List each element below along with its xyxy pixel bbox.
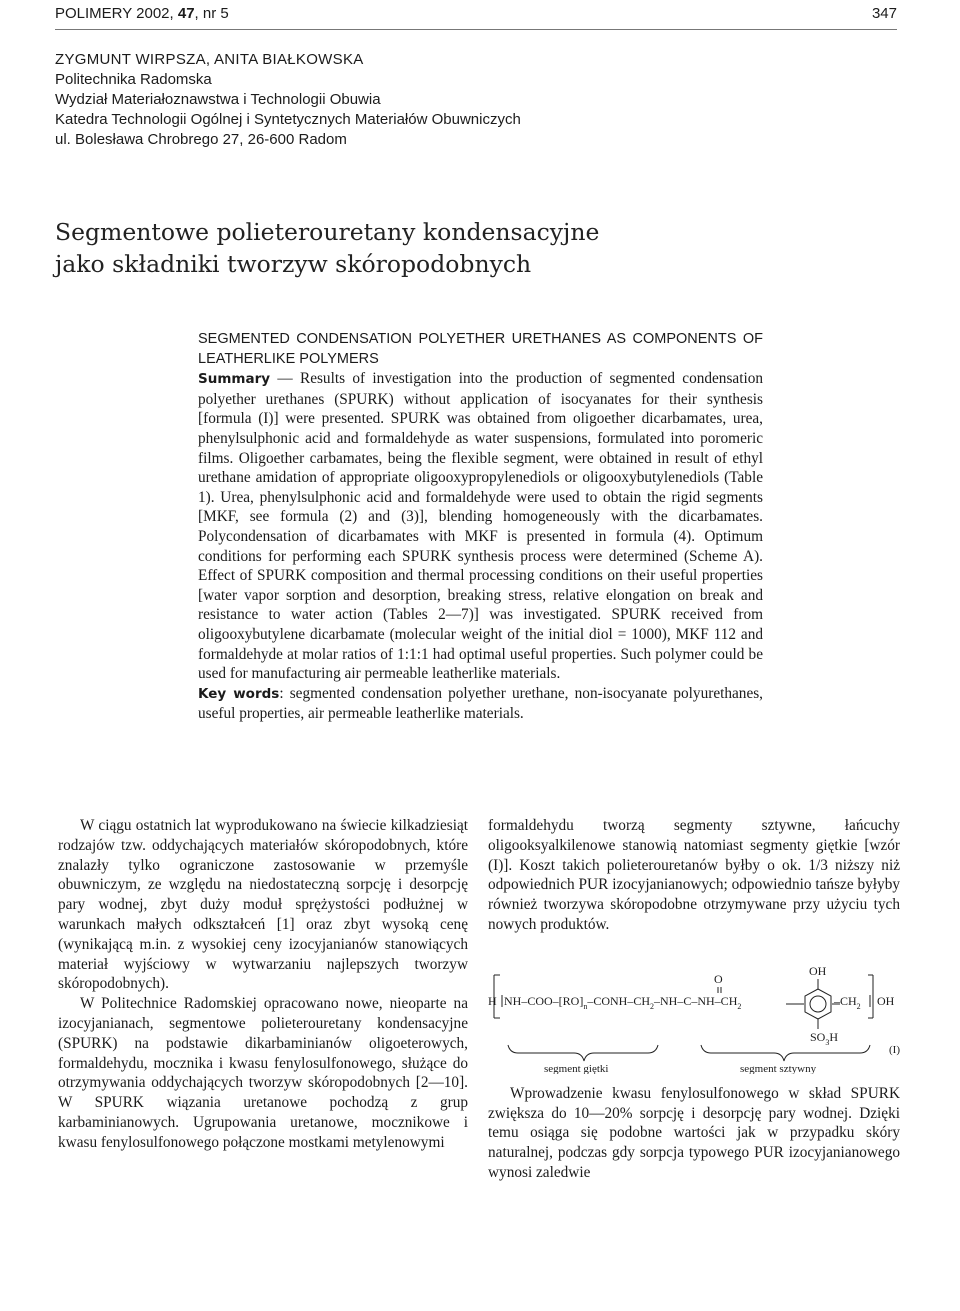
paragraph: Wprowadzenie kwasu fenylosulfonowego w skład SPURK zwiększa do 10—20% sorpcję i desorpcję pary wodnej. Dzięki temu osiąga się podobne wartości jak w przypadku skóry naturalnej, podczas gdy sorpcja typowego PUR izocyjanianowego wynosi zaledwie — [488, 1084, 900, 1181]
english-summary — [198, 330, 763, 724]
english-title: SEGMENTED CONDENSATION POLYETHER URETHANES AS COMPONENTS OF LEATHERLIKE POLYMERS — [198, 331, 763, 367]
journal-volume: 47 — [177, 5, 195, 22]
summary-label: Summary — [198, 371, 271, 388]
paragraph: W Politechnice Radomskiej opracowano nowe, nieoparte na izocyjanianach, segmentowe polieterouretany kondensacyjne (SPURK) na podstawie dikarbaminianów oligoeterowych, formaldehydu, mocznika i kwasu fenylosulfonowego, służące do otrzymywania oddychających tworzyw skóropodobnych [2—10]. W SPURK wiązania uretanowe pochodzą z grup karbaminianowych. Ugrupowania uretanowe, mocznikowe i kwasu fenylosulfonowego połączone mostkami metylenowymi — [58, 995, 468, 1151]
body-column-left — [58, 816, 468, 1153]
running-head — [55, 3, 897, 30]
benzene-ring — [805, 989, 831, 1019]
title-line-2: jako składniki tworzyw skóropodobnych — [55, 250, 532, 278]
flex-segment-label: segment giętki — [544, 1062, 609, 1074]
summary-body: — Results of investigation into the production of segmented condensation polyether urethanes (SPURK) without application of isocyanates for their synthesis [formula (I)] were presented. SPURK was obtained from oligoether dicarbamates, urea, phenylsulphonic acid and formaldehyde as water suspensions, formulated into poromeric films. Oligoether carbamates, being the flexible segment, were obtained in result of ethyl urethane amidation of appropriate oligooxypropylenediols or oligooxybutylenediols (Table 1). Urea, phenylsulphonic acid and formaldehyde were used to obtain the rigid segments [MKF, see formula (2) and (3)], blending homogeneously with the dicarbamates. Polycondensation of dicarbamates with MKF is presented in formula (4). Optimum conditions for performing each SPURK synthesis process were determined (Scheme A). Effect of SPURK composition and thermal processing conditions on their useful properties [water vapor sorption and desorption, breaking stress, relative elongation on break and resistance to water action (Tables 2—7)] was investigated. SPURK received from oligooxybutylene dicarbamate (molecular weight of the initial diol = 1000), MKF 112 and formaldehyde at molar ratios of 1:1:1 had optimal useful properties. Such polymer could be used for manufacturing air permeable leatherlike materials. — [198, 370, 763, 683]
title-line-1: Segmentowe polieterouretany kondensacyjne — [55, 218, 600, 246]
affiliation-line: ul. Bolesława Chrobrego 27, 26-600 Radom — [55, 131, 347, 148]
formula-number: (I) — [889, 1043, 900, 1056]
keywords — [198, 684, 763, 724]
formula-chain-1: $NH-COO-[RO]_n-CONH-CH_2-NH-C-NH-CH_2$ — [504, 993, 742, 1011]
formula-oh-end: OH — [877, 993, 895, 1008]
rigid-segment-label: segment sztywny — [740, 1062, 817, 1074]
carbonyl-oxygen: O — [714, 971, 723, 986]
affiliation-line: Wydział Materiałoznawstwa i Technologii Obuwia — [55, 91, 381, 108]
keywords-body: : segmented condensation polyether urethane, non-isocyanate polyurethanes, useful properties, air permeable leatherlike materials. — [198, 684, 764, 723]
rigid-brace — [701, 1045, 870, 1061]
flex-brace — [508, 1045, 658, 1061]
authors: ZYGMUNT WIRPSZA, ANITA BIAŁKOWSKA — [55, 51, 364, 68]
formula-ch2-right: $-CH_2$ — [834, 993, 861, 1011]
summary-text — [198, 369, 763, 684]
page-number: 347 — [871, 5, 897, 22]
chemical-formula — [488, 949, 900, 1074]
affiliation-line: Politechnika Radomska — [55, 71, 212, 88]
journal-citation: POLIMERY 2002, 47, nr 5 — [55, 5, 229, 22]
formula-structure — [488, 949, 900, 1074]
formula-h: H — [488, 993, 497, 1008]
hydroxyl-top: OH — [809, 963, 827, 978]
keywords-label: Key words — [198, 685, 280, 702]
paragraph: formaldehydu tworzą segmenty sztywne, łańcuchy oligooksyalkilenowe stanowią natomiast segmenty giętkie [wzór (I)]. Koszt takich polieterouretanów byłby o ok. 1/3 niższy niż odpowiednich PUR izocyjanianowych; odpowiednio tańsze byłyby również tworzywa skóropodobne otrzymywane przy użyciu tych nowych produktów. — [488, 817, 900, 933]
article-title — [55, 216, 875, 280]
sulfonic-group: $SO_3H$ — [810, 1029, 839, 1047]
body-column-right — [488, 816, 900, 1183]
affiliation-line: Katedra Technologii Ogólnej i Syntetycznych Materiałów Obuwniczych — [55, 111, 521, 128]
author-affiliation — [55, 50, 655, 150]
paragraph: W ciągu ostatnich lat wyprodukowano na świecie kilkadziesiąt rodzajów tzw. oddychających materiałów skóropodobnych, które znalazły tylko ograniczone zastosowanie w przemyśle obuwniczym, ze względu na niedostateczną sorpcję i desorpcję pary wodnej, zbyt duży moduł sprężystości podłużnej w warunkach małych odkształceń [1] oraz zbyt wysoką cenę (wynikającą m.in. z wysokiej ceny izocyjanianów stanowiących materiał wyjściowy w wytwarzaniu najlepszych tworzyw skóropodobnych). — [58, 817, 468, 993]
